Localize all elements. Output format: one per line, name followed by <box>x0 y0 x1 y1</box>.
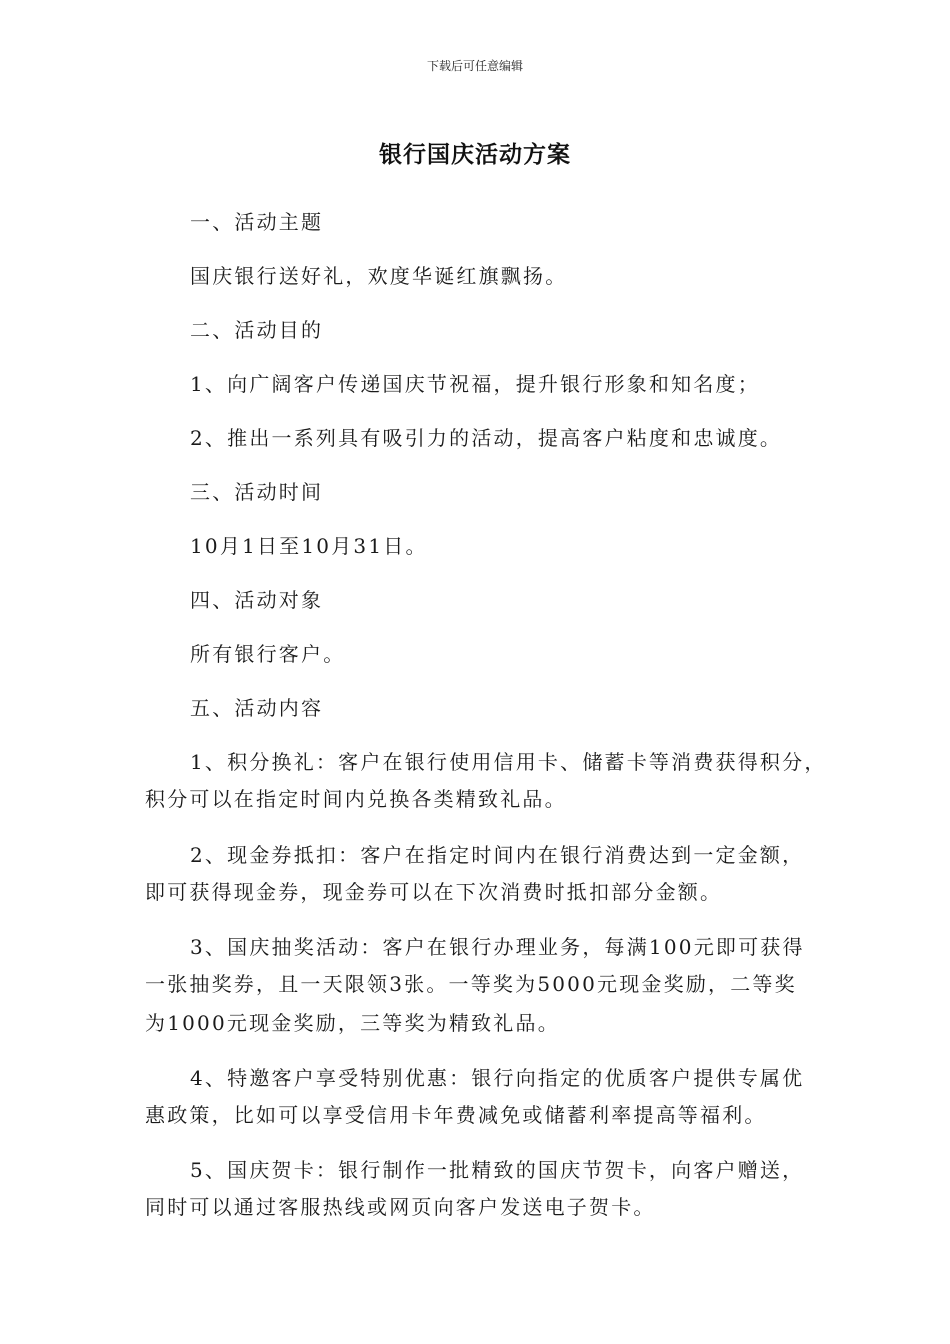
header-note: 下载后可任意编辑 <box>426 59 523 73</box>
paragraph-content-1-line-2: 积分可以在指定时间内兑换各类精致礼品。 <box>145 787 567 811</box>
document-title: 银行国庆活动方案 <box>379 142 571 168</box>
section-heading-audience: 四、活动对象 <box>190 588 324 612</box>
paragraph-content-3-line-1: 3、国庆抽奖活动：客户在银行办理业务，每满100元即可获得 <box>190 935 805 959</box>
paragraph-content-3-line-2: 一张抽奖券，且一天限领3张。一等奖为5000元现金奖励，二等奖 <box>145 972 797 996</box>
section-heading-content: 五、活动内容 <box>190 696 324 720</box>
paragraph-content-4-line-1: 4、特邀客户享受特别优惠：银行向指定的优质客户提供专属优 <box>190 1066 805 1090</box>
paragraph-content-3-line-3: 为1000元现金奖励，三等奖为精致礼品。 <box>145 1011 560 1035</box>
paragraph-content-5-line-1: 5、国庆贺卡：银行制作一批精致的国庆节贺卡，向客户赠送， <box>190 1158 805 1182</box>
paragraph-theme: 国庆银行送好礼，欢度华诞红旗飘扬。 <box>190 264 568 288</box>
section-heading-theme: 一、活动主题 <box>190 210 324 234</box>
paragraph-content-2-line-2: 即可获得现金券，现金券可以在下次消费时抵扣部分金额。 <box>145 880 723 904</box>
paragraph-content-5-line-2: 同时可以通过客服热线或网页向客户发送电子贺卡。 <box>145 1195 656 1219</box>
paragraph-content-4-line-2: 惠政策，比如可以享受信用卡年费减免或储蓄利率提高等福利。 <box>145 1103 767 1127</box>
paragraph-content-2-line-1: 2、现金券抵扣：客户在指定时间内在银行消费达到一定金额， <box>190 843 805 867</box>
paragraph-time: 10月1日至10月31日。 <box>190 534 428 558</box>
section-heading-time: 三、活动时间 <box>190 480 324 504</box>
section-heading-purpose: 二、活动目的 <box>190 318 324 342</box>
paragraph-purpose-2: 2、推出一系列具有吸引力的活动，提高客户粘度和忠诚度。 <box>190 426 783 450</box>
paragraph-audience: 所有银行客户。 <box>190 642 346 666</box>
paragraph-content-1-line-1: 1、积分换礼：客户在银行使用信用卡、储蓄卡等消费获得积分， <box>190 750 827 774</box>
paragraph-purpose-1: 1、向广阔客户传递国庆节祝福，提升银行形象和知名度； <box>190 372 760 396</box>
